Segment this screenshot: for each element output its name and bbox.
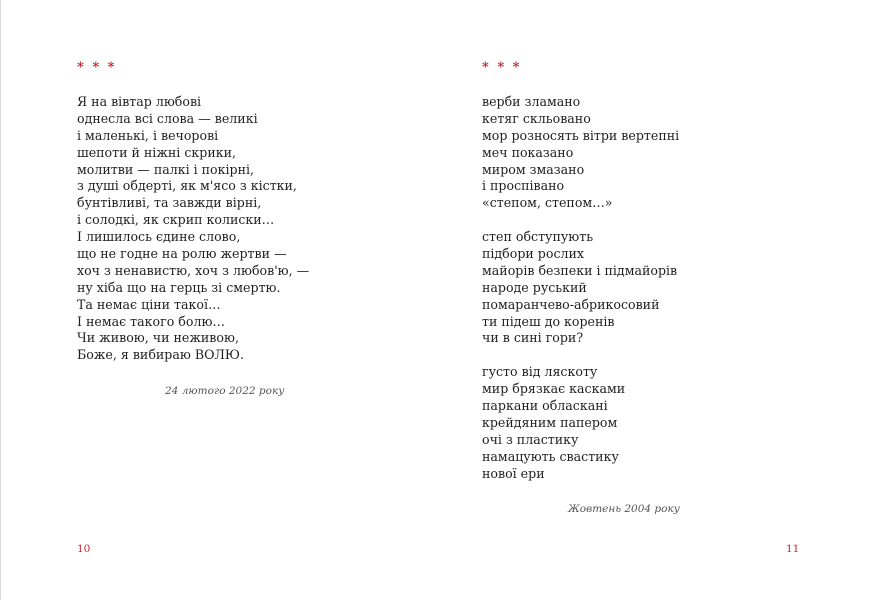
poem-line: Та немає ціни такої… (77, 296, 221, 312)
poem-line: чи в сині гори? (482, 330, 584, 346)
poem-line: І немає такого болю… (77, 313, 226, 329)
poem-line: степ обступують (482, 229, 594, 245)
right-page (435, 0, 870, 600)
stanza-break (482, 347, 679, 364)
poem-line: ну хіба що на герць зі смертю. (77, 279, 281, 295)
poem-line: помаранчево-абрикосовий (482, 296, 660, 312)
page-number: 11 (786, 543, 800, 555)
poem-line: хоч з ненавистю, хоч з любов'ю, — (77, 262, 310, 278)
poem-text (77, 94, 309, 364)
poem-line: мор розносять вітри вертепні (482, 127, 680, 143)
poem-line: крейдяним папером (482, 414, 618, 430)
poem-line: Боже, я вибираю ВОЛЮ. (77, 347, 244, 363)
poem-line: і маленькі, і вечорові (77, 127, 219, 143)
poem-line: кетяг скльовано (482, 110, 591, 126)
poem-line: очі з пластику (482, 431, 579, 447)
poem-line: підбори рослих (482, 246, 584, 262)
poem-line: однесла всі слова — великі (77, 110, 258, 126)
poem-line: нової ери (482, 465, 545, 481)
poem-line: народе руський (482, 279, 587, 295)
poem-line: бунтівливі, та завжди вірні, (77, 195, 262, 211)
ornament-stars: * * * (77, 60, 117, 75)
ornament-stars: * * * (482, 60, 522, 75)
poem-line: Чи живою, чи неживою, (77, 330, 239, 346)
poem-line: «степом, степом…» (482, 195, 613, 211)
poem-date: 24 лютого 2022 року (165, 385, 285, 397)
poem-date: Жовтень 2004 року (568, 503, 680, 515)
poem-line: з душі обдерті, як м'ясо з кістки, (77, 178, 297, 194)
stanza-break (482, 212, 679, 229)
poem-line: паркани обласкані (482, 398, 608, 414)
poem-line: майорів безпеки і підмайорів (482, 262, 678, 278)
poem-line: ти підеш до коренів (482, 313, 615, 329)
page-number: 10 (77, 543, 91, 555)
poem-line: шепоти й ніжні скрики, (77, 144, 236, 160)
poem-line: молитви — палкі і покірні, (77, 161, 255, 177)
poem-line: густо від ляскоту (482, 364, 598, 380)
poem-line: Я на вівтар любові (77, 94, 202, 109)
poem-line: І лишилось єдине слово, (77, 229, 241, 245)
poem-line: верби зламано (482, 94, 581, 109)
poem-line: меч показано (482, 144, 574, 160)
poem-text (482, 94, 679, 482)
poem-line: і солодкі, як скрип колиски… (77, 212, 275, 228)
poem-line: миром змазано (482, 161, 585, 177)
poem-line: мир брязкає касками (482, 381, 626, 397)
poem-line: що не годне на ролю жертви — (77, 246, 287, 262)
poem-line: і проспівано (482, 178, 565, 194)
poem-line: намацують свастику (482, 448, 619, 464)
